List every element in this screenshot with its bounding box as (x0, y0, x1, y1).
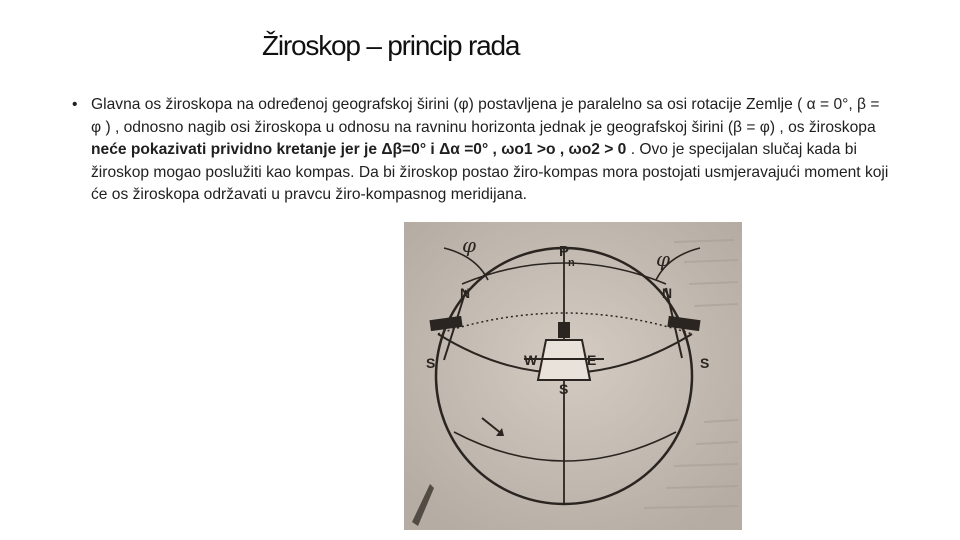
label-phi-left: φ (462, 233, 477, 257)
label-n-left: N (460, 285, 471, 301)
paragraph-part1: Glavna os žiroskopa na određenoj geografskoj širini (φ) postavljena je paralelno sa osi rotacije Zemlje ( α = 0°, β = φ ) , odnosno nagib osi žiroskopa u odnosu na ravninu horizonta jednak je geografskoj širini (β = φ) , os žiroskopa (91, 96, 880, 136)
label-s-right: S (700, 355, 710, 371)
bullet-paragraph (72, 94, 892, 207)
bullet-marker: • (72, 96, 78, 113)
label-phi-right: φ (656, 247, 671, 271)
label-s-left: S (426, 355, 436, 371)
label-pole: P (559, 243, 570, 260)
paragraph-bold: neće pokazivati prividno kretanje jer je Δβ=0° i Δα =0° , ωo1 >o , ωo2 > 0 (91, 141, 627, 158)
label-e: E (587, 352, 597, 368)
paragraph-part2: . Ovo je specijalan slučaj kada bi žiroskop mogao poslužiti kao kompas. Da bi žiroskop postao žiro-kompas mora postojati usmjeravajući moment koji će os žiroskopa održavati u pravcu žiro-kompasnog meridijana. (91, 141, 889, 203)
paragraph-text (91, 94, 892, 207)
label-s-center: S (559, 381, 569, 397)
label-n-right: N (662, 285, 673, 301)
label-w: W (524, 352, 538, 368)
label-n-center: N (559, 322, 570, 338)
label-pole-sub: n (568, 257, 575, 269)
gyroscope-diagram-photo (404, 222, 742, 530)
slide-title: Žiroskop – princip rada (262, 30, 520, 61)
gyroscope-diagram (404, 222, 742, 530)
